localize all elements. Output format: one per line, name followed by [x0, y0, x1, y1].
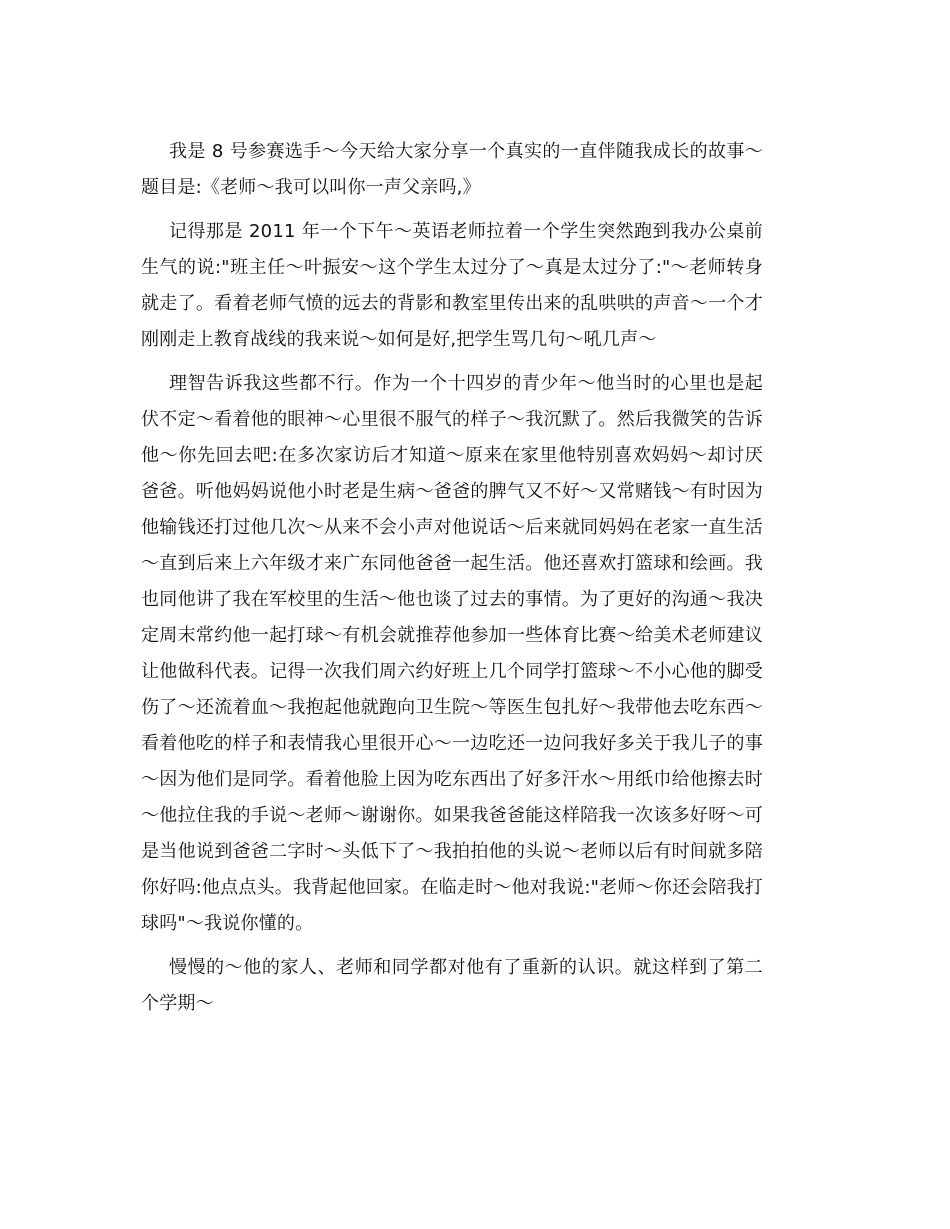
document-body	[141, 134, 763, 1030]
paragraph-story: 理智告诉我这些都不行。作为一个十四岁的青少年～他当时的心里也是起伏不定～看着他的眼神～心里很不服气的样子～我沉默了。然后我微笑的告诉他～你先回去吧:在多次家访后才知道～原来在家里他特别喜欢妈妈～却讨厌爸爸。听他妈妈说他小时老是生病～爸爸的脾气又不好～又常赌钱～有时因为他输钱还打过他几次～从来不会小声对他说话～后来就同妈妈在老家一直生活～直到后来上六年级才来广东同他爸爸一起生活。他还喜欢打篮球和绘画。我也同他讲了我在军校里的生活～他也谈了过去的事情。为了更好的沟通～我决定周末常约他一起打球～有机会就推荐他参加一些体育比赛～给美术老师建议让他做科代表。记得一次我们周六约好班上几个同学打篮球～不小心他的脚受伤了～还流着血～我抱起他就跑向卫生院～等医生包扎好～我带他去吃东西～看着他吃的样子和表情我心里很开心～一边吃还一边问我好多关于我儿子的事～因为他们是同学。看着他脸上因为吃东西出了好多汗水～用纸巾给他擦去时～他拉住我的手说～老师～谢谢你。如果我爸爸能这样陪我一次该多好呀～可是当他说到爸爸二字时～头低下了～我拍拍他的头说～老师以后有时间就多陪你好吗:他点点头。我背起他回家。在临走时～他对我说:"老师～你还会陪我打球吗"～我说你懂的。	[141, 373, 763, 934]
paragraph-intro: 我是 8 号参赛选手～今天给大家分享一个真实的一直伴随我成长的故事～题目是:《老师～我可以叫你一声父亲吗,》	[141, 141, 763, 198]
paragraph-incident: 记得那是 2011 年一个下午～英语老师拉着一个学生突然跑到我办公桌前生气的说:"班主任～叶振安～这个学生太过分了～真是太过分了:"～老师转身就走了。看着老师气愤的远去的背影和教室里传出来的乱哄哄的声音～一个才刚刚走上教育战线的我来说～如何是好,把学生骂几句～吼几声～	[141, 221, 763, 350]
paragraph-ending: 慢慢的～他的家人、老师和同学都对他有了重新的认识。就这样到了第二个学期～	[141, 957, 763, 1014]
